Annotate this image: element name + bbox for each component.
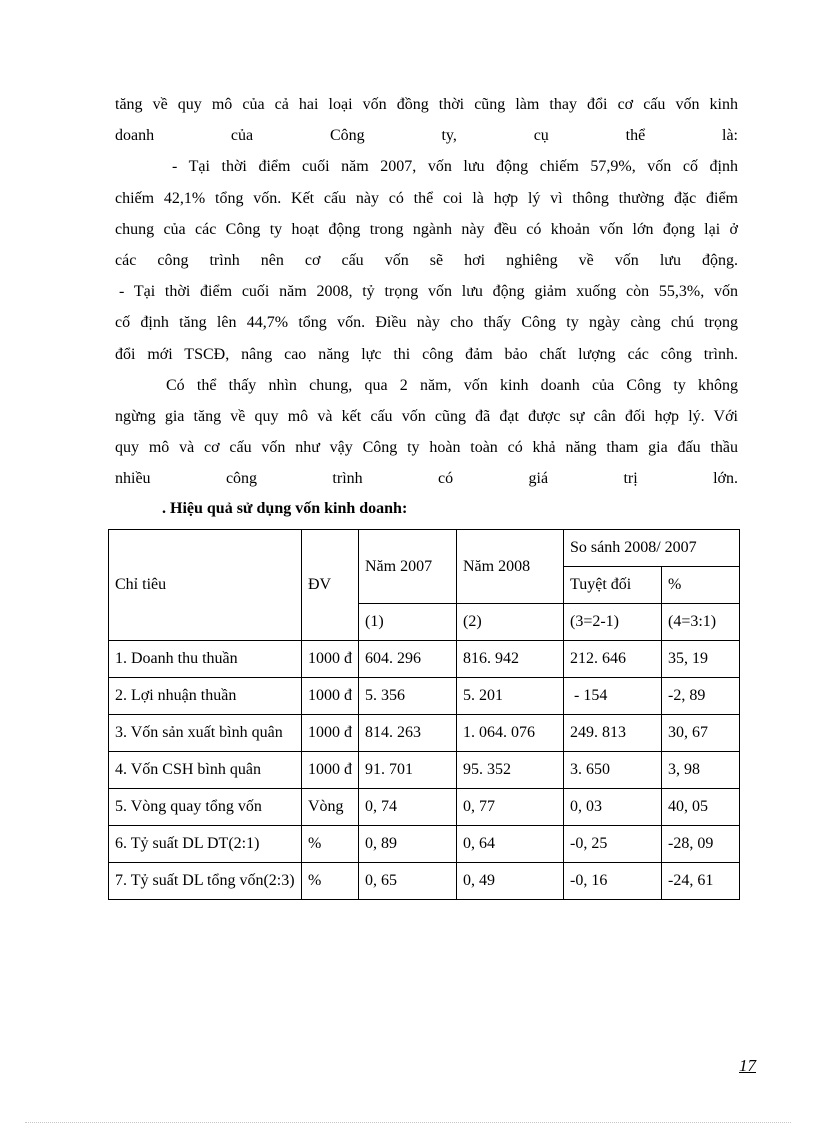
table-row bbox=[109, 863, 740, 900]
page-number: 17 bbox=[739, 1056, 756, 1075]
cell-2007: 0, 74 bbox=[359, 789, 457, 826]
section-heading: . Hiệu quả sử dụng vốn kinh doanh: bbox=[162, 500, 408, 517]
cell-absolute: -0, 16 bbox=[564, 863, 662, 900]
paragraph-line: - Tại thời điểm cuối năm 2007, vốn lưu động chiếm 57,9%, vốn cố định bbox=[172, 158, 738, 176]
table-header-row bbox=[109, 530, 740, 567]
cell-unit: 1000 đ bbox=[302, 752, 359, 789]
paragraph-line: nhiều công trình có giá trị lớn. bbox=[115, 470, 738, 488]
paragraph-line: ngừng gia tăng về quy mô và kết cấu vốn cũng đã đạt được sự cân đối hợp lý. Với bbox=[115, 408, 738, 426]
cell-absolute: 0, 03 bbox=[564, 789, 662, 826]
paragraph-line: doanh của Công ty, cụ thể là: bbox=[115, 127, 738, 145]
cell-2008: 1. 064. 076 bbox=[457, 715, 564, 752]
paragraph-2008 bbox=[115, 276, 738, 370]
cell-indicator: 7. Tỷ suất DL tổng vốn(2:3) bbox=[109, 863, 302, 900]
header-compare: So sánh 2008/ 2007 bbox=[564, 530, 740, 567]
cell-absolute: 249. 813 bbox=[564, 715, 662, 752]
cell-2007: 5. 356 bbox=[359, 678, 457, 715]
cell-percent: -28, 09 bbox=[662, 826, 740, 863]
table-row bbox=[109, 641, 740, 678]
cell-unit: 1000 đ bbox=[302, 678, 359, 715]
cell-indicator: 6. Tỷ suất DL DT(2:1) bbox=[109, 826, 302, 863]
paragraph-line: Có thể thấy nhìn chung, qua 2 năm, vốn kinh doanh của Công ty không bbox=[166, 376, 738, 394]
cell-percent: 40, 05 bbox=[662, 789, 740, 826]
cell-percent: 3, 98 bbox=[662, 752, 740, 789]
cell-2008: 0, 49 bbox=[457, 863, 564, 900]
cell-2007: 814. 263 bbox=[359, 715, 457, 752]
cell-2007: 604. 296 bbox=[359, 641, 457, 678]
cell-2008: 816. 942 bbox=[457, 641, 564, 678]
paragraph-intro bbox=[115, 89, 738, 151]
paragraph-conclusion bbox=[115, 370, 738, 495]
cell-percent: 30, 67 bbox=[662, 715, 740, 752]
cell-2008: 5. 201 bbox=[457, 678, 564, 715]
paragraph-2007 bbox=[115, 151, 738, 276]
cell-absolute: -0, 25 bbox=[564, 826, 662, 863]
paragraph-line: quy mô và cơ cấu vốn như vậy Công ty hoàn toàn có khả năng tham gia đấu thầu bbox=[115, 439, 738, 457]
cell-absolute: - 154 bbox=[564, 678, 662, 715]
cell-indicator: 4. Vốn CSH bình quân bbox=[109, 752, 302, 789]
cell-indicator: 2. Lợi nhuận thuần bbox=[109, 678, 302, 715]
header-absolute: Tuyệt đối bbox=[564, 567, 662, 604]
paragraph-line: tăng về quy mô của cả hai loại vốn đồng thời cũng làm thay đổi cơ cấu vốn kinh bbox=[115, 96, 738, 113]
cell-percent: -24, 61 bbox=[662, 863, 740, 900]
cell-indicator: 3. Vốn sản xuất bình quân bbox=[109, 715, 302, 752]
paragraph-line: chiếm 42,1% tổng vốn. Kết cấu này có thể coi là hợp lý vì thông thường đặc điểm bbox=[115, 189, 738, 207]
header-year-2008: Năm 2008 bbox=[457, 530, 564, 604]
header-col-4: (4=3:1) bbox=[662, 604, 740, 641]
table-row bbox=[109, 715, 740, 752]
cell-unit: 1000 đ bbox=[302, 641, 359, 678]
table-row bbox=[109, 678, 740, 715]
cell-unit: 1000 đ bbox=[302, 715, 359, 752]
table-row bbox=[109, 826, 740, 863]
cell-2008: 0, 64 bbox=[457, 826, 564, 863]
cell-indicator: 5. Vòng quay tổng vốn bbox=[109, 789, 302, 826]
table-row bbox=[109, 752, 740, 789]
header-indicator: Chỉ tiêu bbox=[109, 530, 302, 641]
cell-unit: % bbox=[302, 863, 359, 900]
capital-efficiency-table bbox=[108, 529, 740, 900]
cell-absolute: 212. 646 bbox=[564, 641, 662, 678]
paragraph-line: đổi mới TSCĐ, nâng cao năng lực thi công đảm bảo chất lượng các công trình. bbox=[115, 345, 738, 363]
cell-percent: 35, 19 bbox=[662, 641, 740, 678]
cell-percent: -2, 89 bbox=[662, 678, 740, 715]
header-col-3: (3=2-1) bbox=[564, 604, 662, 641]
cell-unit: % bbox=[302, 826, 359, 863]
cell-absolute: 3. 650 bbox=[564, 752, 662, 789]
header-col-1: (1) bbox=[359, 604, 457, 641]
body-text bbox=[115, 89, 738, 495]
paragraph-line: chung của các Công ty hoạt động trong ngành này đều có khoản vốn lớn đọng lại ở bbox=[115, 220, 738, 238]
header-col-2: (2) bbox=[457, 604, 564, 641]
table-row bbox=[109, 789, 740, 826]
header-year-2007: Năm 2007 bbox=[359, 530, 457, 604]
cell-indicator: 1. Doanh thu thuần bbox=[109, 641, 302, 678]
cell-unit: Vòng bbox=[302, 789, 359, 826]
cell-2007: 0, 65 bbox=[359, 863, 457, 900]
paragraph-line: - Tại thời điểm cuối năm 2008, tỷ trọng vốn lưu động giảm xuống còn 55,3%, vốn bbox=[119, 283, 738, 301]
header-unit: ĐV bbox=[302, 530, 359, 641]
paragraph-line: các công trình nên cơ cấu vốn sẽ hơi nghiêng về vốn lưu động. bbox=[115, 252, 738, 270]
cell-2008: 0, 77 bbox=[457, 789, 564, 826]
cell-2007: 0, 89 bbox=[359, 826, 457, 863]
cell-2007: 91. 701 bbox=[359, 752, 457, 789]
header-percent: % bbox=[662, 567, 740, 604]
paragraph-line: cố định tăng lên 44,7% tổng vốn. Điều này cho thấy Công ty ngày càng chú trọng bbox=[115, 314, 738, 332]
cell-2008: 95. 352 bbox=[457, 752, 564, 789]
